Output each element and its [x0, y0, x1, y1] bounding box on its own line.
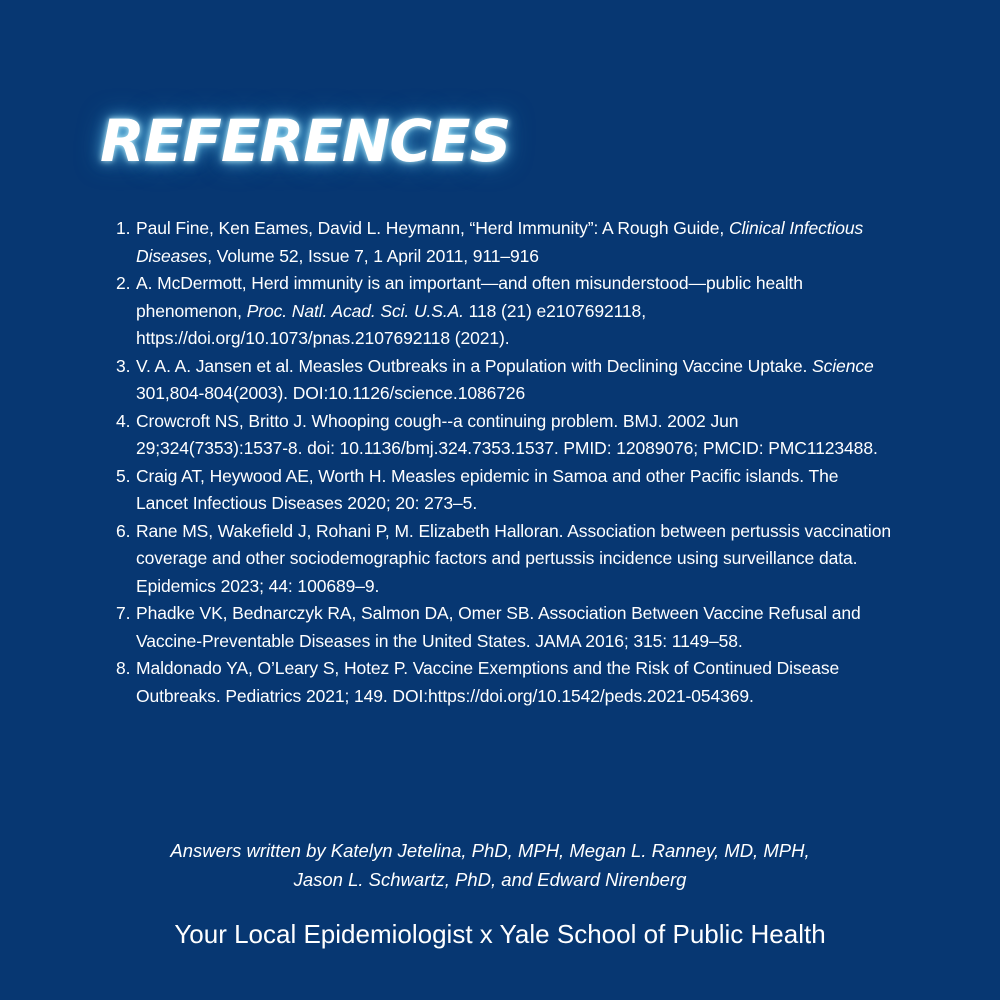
reference-text-segment: 301,804-804(2003). DOI:10.1126/science.1086726 [136, 383, 526, 403]
reference-number: 4. [116, 410, 131, 431]
reference-item [116, 463, 891, 518]
reference-item [116, 408, 891, 463]
journal-title: Clinical Infectious Diseases [136, 218, 864, 266]
reference-item [116, 518, 891, 601]
reference-item [116, 270, 891, 353]
reference-text [136, 466, 838, 514]
reference-number: 6. [116, 520, 131, 541]
reference-text-segment: , Volume 52, Issue 7, 1 April 2011, 911–916 [207, 245, 539, 266]
footer-attribution: Your Local Epidemiologist x Yale School of Public Health [174, 919, 826, 949]
reference-text-segment: Maldonado YA, O’Leary S, Hotez P. Vaccine Exemptions and the Risk of Continued Disease Outbreaks. Pediatrics 2021; 149. DOI:https://doi.org/10.1542/peds.2021-054369. [136, 658, 840, 706]
reference-text [136, 521, 891, 596]
reference-text-segment: Craig AT, Heywood AE, Worth H. Measles epidemic in Samoa and other Pacific islands. The Lancet Infectious Diseases 2020; 20: 273–5. [136, 465, 839, 513]
reference-text-segment: A. McDermott, Herd immunity is an important—and often misunderstood—public health phenomenon, [136, 273, 803, 321]
reference-item [116, 215, 891, 270]
reference-number: 5. [116, 465, 131, 486]
reference-text [136, 218, 863, 266]
journal-title: Science [812, 355, 874, 376]
author-credit [100, 836, 880, 894]
author-credit-line-2: Jason L. Schwartz, PhD, and Edward Nirenberg [293, 869, 687, 890]
reference-text [136, 356, 874, 404]
reference-number: 8. [116, 658, 131, 678]
reference-text-segment: Rane MS, Wakefield J, Rohani P, M. Elizabeth Halloran. Association between pertussis vaccination coverage and other sociodemographic factors and pertussis incidence using surveillance data. Epidemics 2023; 44: 100689–9. [136, 520, 891, 596]
author-credit-line-1: Answers written by Katelyn Jetelina, PhD, MPH, Megan L. Ranney, MD, MPH, [170, 840, 810, 861]
reference-number: 1. [116, 218, 131, 238]
reference-text [136, 273, 803, 348]
reference-number: 3. [116, 355, 131, 376]
reference-text [136, 411, 878, 459]
reference-text [136, 603, 861, 651]
reference-item [116, 600, 891, 655]
reference-list [116, 215, 891, 710]
reference-text [136, 658, 839, 706]
reference-number: 7. [116, 603, 131, 623]
reference-number: 2. [116, 273, 131, 293]
reference-text-segment: V. A. A. Jansen et al. Measles Outbreaks in a Population with Declining Vaccine Uptake. [136, 355, 813, 376]
reference-item [116, 655, 891, 710]
reference-text-segment: Phadke VK, Bednarczyk RA, Salmon DA, Omer SB. Association Between Vaccine Refusal and Vaccine-Preventable Diseases in the United States. JAMA 2016; 315: 1149–58. [136, 603, 861, 651]
journal-title: Proc. Natl. Acad. Sci. U.S.A. [246, 300, 464, 321]
reference-text-segment: Crowcroft NS, Britto J. Whooping cough--a continuing problem. BMJ. 2002 Jun 29;324(7353):1537-8. doi: 10.1136/bmj.324.7353.1537. PMID: 12089076; PMCID: PMC1123488. [136, 410, 878, 458]
page-title: REFERENCES [100, 107, 511, 175]
reference-item [116, 353, 891, 408]
reference-text-segment: 118 (21) e2107692118, https://doi.org/10.1073/pnas.2107692118 (2021). [136, 300, 646, 348]
reference-text-segment: Paul Fine, Ken Eames, David L. Heymann, “Herd Immunity”: A Rough Guide, [136, 218, 729, 238]
